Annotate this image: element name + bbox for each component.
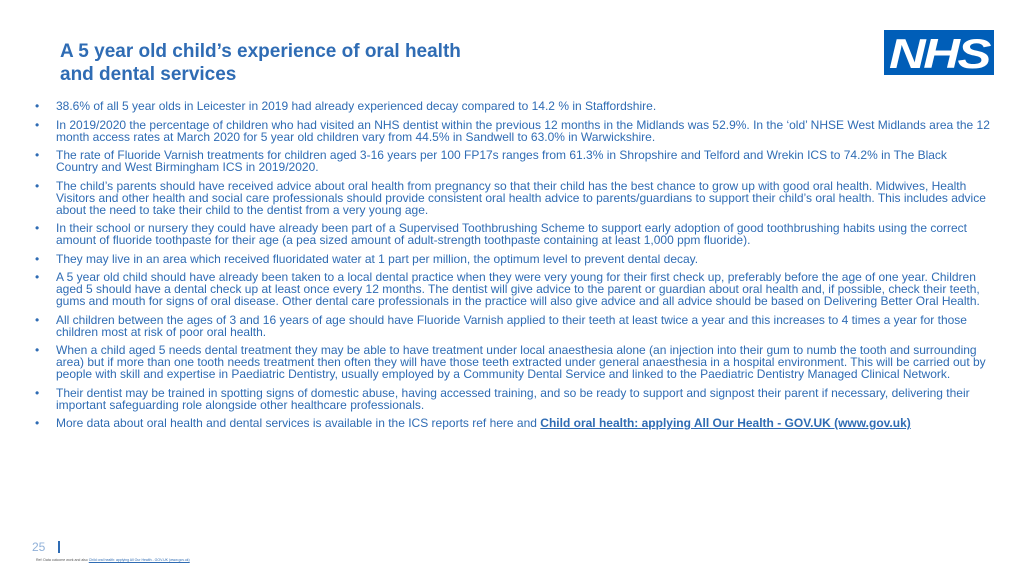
page-number: 25 [32,540,46,554]
slide-title [60,40,580,86]
bullet-item [32,314,992,338]
bullet-dot-icon: • [35,416,40,430]
bullet-item-more-data [32,417,992,429]
bullet-item [32,253,992,265]
bullet-dot-icon: • [35,117,40,132]
bullet-item [32,222,992,246]
nhs-logo [884,30,994,75]
bullet-dot-icon: • [35,312,40,327]
footnote [36,558,190,562]
page-number-divider [58,541,60,553]
bullet-text: The child’s parents should have received advice about oral health from pregnancy so that their child has the best chance to grow up with good oral health. Midwives, Health Visitors and other health and social care professionals should provide consistent oral health advice to parents/guardians to support their child’s oral health. This includes advice about the need to take their child to the dentist from a very young age. [56,178,986,217]
nhs-logo-text: NHS [889,30,992,75]
bullet-dot-icon: • [35,148,40,162]
bullet-dot-icon: • [35,251,40,266]
bullet-text: More data about oral health and dental services is available in the ICS reports ref here and [56,416,541,430]
bullet-dot-icon: • [35,343,40,357]
bullet-text: All children between the ages of 3 and 16 years of age should have Fluoride Varnish applied to their teeth at least twice a year and this increases to 4 times a year for those children most at risk of poor oral health. [56,312,967,339]
bullet-text: They may live in an area which received fluoridated water at 1 part per million, the optimum level to prevent dental decay. [56,251,699,266]
bullet-text: A 5 year old child should have already been taken to a local dental practice when they were very young for their first check up, preferably before the age of one year. Children aged 5 should have a dental check up at least once every 12 months. The dentist will give advice to the parent or guardian about oral health and, if possible, check their teeth, gums and mouth for signs of oral disease. Other dental care professionals in the practice will also give advice and all advice should be based on Delivering Better Oral Health. [56,270,980,308]
bullet-text: 38.6% of all 5 year olds in Leicester in 2019 had already experienced decay compared to 14.2 % in Staffordshire. [56,99,657,113]
bullet-dot-icon: • [35,385,40,400]
bullet-text: The rate of Fluoride Varnish treatments for children aged 3-16 years per 100 FP17s ranges from 61.3% in Shropshire and Telford and Wrekin ICS to 74.2% in The Black Country and West Birmingham ICS in 2019/2020. [56,148,947,174]
bullet-list [32,100,992,436]
footnote-text: Ref: Data outcome work and also [36,558,89,562]
bullet-dot-icon: • [35,99,40,113]
bullet-text: When a child aged 5 needs dental treatment they may be able to have treatment under local anaesthesia alone (an injection into their gum to numb the tooth and surrounding area) but if more than one tooth needs treatment then often they will have those teeth extracted under general anaesthesia in a hospital environment. This will be carried out by people with skill and expertise in Paediatric Dentistry, usually employed by a Community Dental Service and linked to the Paediatric Dentistry Managed Clinical Network. [56,343,986,381]
bullet-dot-icon: • [35,221,40,235]
bullet-item [32,149,992,173]
slide-title-line-1: A 5 year old child’s experience of oral health [60,41,461,62]
bullet-item [32,344,992,380]
bullet-item [32,119,992,143]
bullet-text: Their dentist may be trained in spotting signs of domestic abuse, having accessed training, and so be ready to support and signpost their parent if necessary, delivering their important safeguarding role alongside other healthcare professionals. [56,385,970,412]
bullet-item [32,387,992,411]
bullet-dot-icon: • [35,178,40,193]
bullet-text: In 2019/2020 the percentage of children who had visited an NHS dentist within the previous 12 months in the Midlands was 52.9%. In the ‘old’ NHSE West Midlands area the 12 month access rates at March 2020 for 5 year old children vary from 44.5% in Sandwell to 63.0% in Warwickshire. [56,117,990,144]
footnote-link[interactable]: Child oral health: applying All Our Health - GOV.UK (www.gov.uk) [88,558,190,562]
bullet-item [32,180,992,216]
bullet-item [32,100,992,112]
bullet-text: In their school or nursery they could have already been part of a Supervised Toothbrushing Scheme to support early adoption of good toothbrushing habits using the correct amount of fluoride toothpaste for their age (a pea sized amount of adult-strength toothpaste containing at least 1,000 ppm fluoride). [56,221,968,247]
slide-title-line-2: and dental services [60,64,237,85]
bullet-dot-icon: • [35,270,40,284]
bullet-item [32,271,992,307]
gov-uk-link[interactable]: Child oral health: applying All Our Health - GOV.UK (www.gov.uk) [540,416,911,430]
